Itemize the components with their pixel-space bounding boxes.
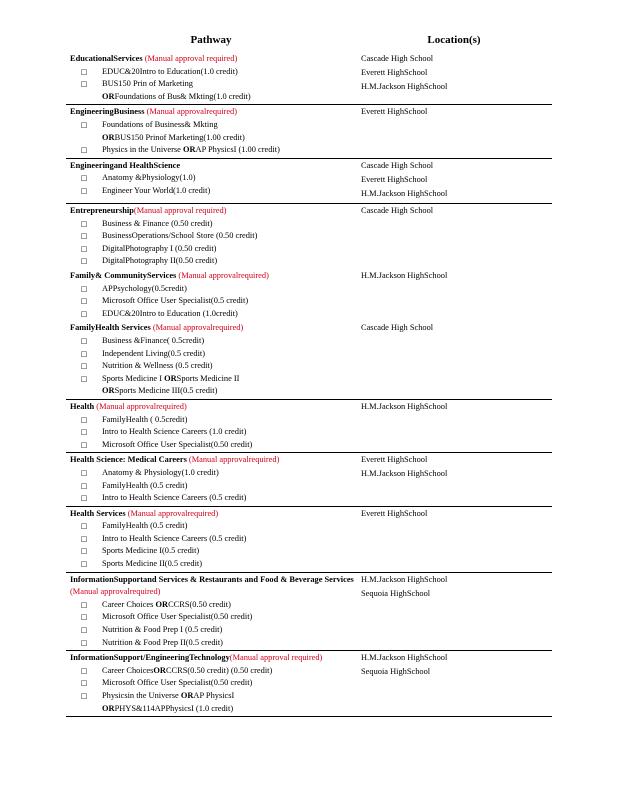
course-text	[102, 677, 361, 690]
pathway-name: Engineeringand HealthScience	[70, 160, 181, 170]
course-alternative: BUS150 Prinof Marketing(1.00 credit)	[114, 132, 245, 142]
course-item	[66, 172, 361, 185]
checkbox-icon: □	[80, 232, 88, 241]
pathway-section	[66, 204, 552, 269]
course-name: Career Choices	[102, 665, 154, 675]
or-keyword: OR	[102, 132, 115, 142]
pathway-title	[70, 106, 361, 119]
approval-note: (Manual approvalrequired)	[144, 107, 238, 117]
checkbox-icon: □	[80, 547, 88, 556]
location-cell	[361, 652, 552, 715]
course-item	[66, 665, 361, 678]
or-keyword: OR	[164, 373, 177, 383]
course-name: Anatomy & Physiology(1.0 credit)	[102, 467, 219, 477]
checkbox-icon: □	[80, 560, 88, 569]
pathway-section	[66, 321, 552, 400]
pathway-section	[66, 269, 552, 321]
pathway-name: InformationSupport/EngineeringTechnology	[70, 653, 230, 663]
checkbox-icon: □	[80, 362, 88, 371]
course-name: FamilyHealth (0.5 credit)	[102, 521, 188, 531]
course-name: Intro to Health Science Careers (0.5 credit)	[102, 493, 247, 503]
pathway-column-header: Pathway	[190, 34, 232, 46]
approval-note: (Manual approval required)	[142, 54, 238, 63]
course-name: EDUC&20Intro to Education (1.0credit)	[102, 308, 238, 318]
course-text	[102, 439, 361, 452]
course-text	[102, 558, 361, 571]
course-alternative: AP PhysicsI (1.00 credit)	[195, 145, 280, 155]
pathway-name: Health Services	[70, 508, 126, 518]
pathway-title	[70, 53, 361, 66]
course-text	[102, 533, 361, 546]
course-name: Physicsin the Universe	[102, 691, 181, 700]
location-cell	[361, 574, 552, 650]
approval-note: (Manual approvalrequired)	[94, 401, 187, 411]
location-cell	[361, 270, 552, 320]
checkbox-icon: □	[80, 174, 88, 183]
approval-note: (Manual approvalrequired)	[186, 455, 280, 465]
pathway-section	[66, 105, 552, 158]
pathway-cell	[66, 508, 361, 571]
checkbox-icon: □	[80, 244, 88, 253]
course-item	[66, 599, 361, 612]
course-item	[66, 677, 361, 690]
pathway-section	[66, 159, 552, 204]
course-name: Nutrition & Food Prep II(0.5 credit)	[102, 637, 223, 647]
course-item	[66, 637, 361, 650]
course-text	[102, 373, 361, 386]
course-item	[66, 335, 361, 348]
pathway-cell	[66, 322, 361, 398]
course-name: Sports Medicine I	[102, 373, 165, 383]
course-item	[66, 348, 361, 361]
pathway-cell	[66, 270, 361, 320]
table-header	[66, 34, 552, 52]
course-item	[66, 360, 361, 373]
course-item	[66, 545, 361, 558]
course-item	[66, 426, 361, 439]
pathway-section	[66, 52, 552, 105]
course-text	[102, 690, 361, 703]
approval-note: (Manual approvalrequired)	[125, 508, 219, 518]
course-item	[66, 185, 361, 198]
pathway-location-table	[66, 34, 552, 717]
checkbox-icon: □	[80, 186, 88, 195]
approval-note: (Manual approval required)	[133, 206, 227, 216]
course-text	[102, 66, 361, 79]
course-item	[66, 230, 361, 243]
course-text	[102, 218, 361, 231]
course-name: Physics in the Universe	[102, 145, 183, 155]
course-item	[66, 690, 361, 703]
course-text	[102, 119, 361, 132]
school-location: H.M.Jackson HighSchool	[361, 401, 448, 411]
course-name: EDUC&20Intro to Education(1.0 credit)	[102, 66, 238, 76]
school-location: H.M.Jackson HighSchool	[361, 82, 448, 92]
course-text	[102, 624, 361, 637]
school-location: H.M.Jackson HighSchool	[361, 469, 448, 479]
pathway-title	[70, 401, 361, 414]
course-name: Independent Living(0.5 credit)	[102, 348, 206, 358]
checkbox-icon: □	[80, 284, 88, 293]
checkbox-icon: □	[80, 613, 88, 622]
course-text	[102, 335, 361, 348]
course-text	[102, 295, 361, 308]
course-alternative-line	[66, 91, 361, 104]
checkbox-icon: □	[80, 600, 88, 609]
school-location: Everett HighSchool	[361, 174, 428, 184]
pathway-section	[66, 507, 552, 573]
course-item	[66, 533, 361, 546]
school-location: H.M.Jackson HighSchool	[361, 188, 448, 198]
pathway-title	[70, 322, 361, 335]
course-name: Engineer Your World(1.0 credit)	[102, 185, 211, 195]
course-name: Anatomy &Physiology(1.0)	[102, 173, 196, 183]
pathway-title	[70, 160, 361, 173]
course-alternative: Sports Medicine III(0.5 credit)	[114, 386, 218, 396]
course-alternative: Sports Medicine II	[176, 373, 240, 383]
course-name: BUS150 Prin of Marketing	[102, 79, 193, 89]
course-text	[102, 520, 361, 533]
course-text	[102, 414, 361, 427]
pathway-cell	[66, 53, 361, 103]
course-item	[66, 439, 361, 452]
or-keyword: OR	[182, 145, 196, 155]
pathway-title	[70, 508, 361, 521]
course-item	[66, 467, 361, 480]
course-item	[66, 119, 361, 132]
course-name: FamilyHealth (0.5 credit)	[102, 480, 188, 490]
location-cell	[361, 53, 552, 103]
course-text	[102, 255, 361, 268]
course-name: FamilyHealth ( 0.5credit)	[102, 414, 188, 424]
course-item	[66, 255, 361, 268]
school-location: Everett HighSchool	[361, 508, 428, 518]
pathway-name: InformationSupportand Services & Restaurants and Food & Beverage Services	[70, 574, 354, 584]
checkbox-icon: □	[80, 297, 88, 306]
location-cell	[361, 454, 552, 504]
course-text	[102, 360, 361, 373]
course-name: Sports Medicine II(0.5 credit)	[102, 559, 203, 569]
checkbox-icon: □	[80, 481, 88, 490]
course-item	[66, 624, 361, 637]
checkbox-icon: □	[80, 534, 88, 543]
course-text	[102, 611, 361, 624]
course-name: Microsoft Office User Specialist(0.50 credit)	[102, 439, 253, 449]
or-keyword: OR	[102, 91, 115, 101]
pathway-section	[66, 573, 552, 652]
course-name: Sports Medicine I(0.5 credit)	[102, 546, 200, 556]
pathway-name: EducationalServices	[70, 54, 143, 63]
checkbox-icon: □	[80, 626, 88, 635]
course-name: Business &Finance( 0.5credit)	[102, 335, 205, 345]
checkbox-icon: □	[80, 666, 88, 675]
course-alternative: PHYS&114APPhysicsI (1.0 credit)	[114, 703, 234, 713]
course-text	[102, 599, 361, 612]
school-location: Sequoia HighSchool	[361, 588, 431, 598]
school-location: Everett HighSchool	[361, 107, 428, 117]
course-item	[66, 144, 361, 157]
course-text	[102, 492, 361, 505]
checkbox-icon: □	[80, 692, 88, 700]
course-text	[102, 308, 361, 321]
school-location: Cascade High School	[361, 206, 434, 216]
approval-note: (Manual approvalrequired)	[176, 271, 269, 280]
approval-note: (Manual approval required)	[229, 653, 323, 663]
pathway-cell	[66, 454, 361, 504]
course-text	[102, 665, 361, 678]
course-text	[102, 243, 361, 256]
pathway-section	[66, 453, 552, 506]
course-text	[102, 467, 361, 480]
course-name: APPsychology(0.5credit)	[102, 283, 187, 293]
course-alternative: AP PhysicsI	[193, 691, 235, 700]
checkbox-icon: □	[80, 494, 88, 503]
checkbox-icon: □	[80, 67, 88, 76]
checkbox-icon: □	[80, 374, 88, 383]
course-name: Intro to Health Science Careers (0.5 credit)	[102, 533, 247, 543]
pathway-cell	[66, 574, 361, 650]
school-location: Cascade High School	[361, 54, 434, 63]
school-location: H.M.Jackson HighSchool	[361, 271, 448, 280]
checkbox-icon: □	[80, 349, 88, 358]
pathway-cell	[66, 205, 361, 268]
school-location: Everett HighSchool	[361, 68, 428, 78]
course-name: Business & Finance (0.50 credit)	[102, 218, 213, 228]
pathway-name: Family& CommunityServices	[70, 271, 177, 280]
course-item	[66, 480, 361, 493]
checkbox-icon: □	[80, 219, 88, 228]
school-location: Sequoia HighSchool	[361, 667, 431, 677]
course-name: Microsoft Office User Specialist(0.50 credit)	[102, 612, 253, 622]
course-alternative: Foundations of Bus& Mkting(1.0 credit)	[114, 91, 251, 101]
location-cell	[361, 401, 552, 451]
course-name: Intro to Health Science Careers (1.0 credit)	[102, 427, 247, 437]
course-name: Nutrition & Food Prep I (0.5 credit)	[102, 625, 223, 635]
or-keyword: OR	[102, 386, 115, 396]
checkbox-icon: □	[80, 679, 88, 688]
school-location: H.M.Jackson HighSchool	[361, 653, 448, 663]
course-alternative-line	[66, 132, 361, 145]
pathway-cell	[66, 160, 361, 202]
pathway-cell	[66, 106, 361, 156]
pathway-name: EngineeringBusiness	[70, 107, 145, 117]
checkbox-icon: □	[80, 309, 88, 318]
course-alternative-line	[66, 385, 361, 398]
pathway-cell	[66, 401, 361, 451]
course-name: DigitalPhotography II(0.50 credit)	[102, 256, 218, 266]
course-item	[66, 283, 361, 296]
checkbox-icon: □	[80, 146, 88, 155]
course-item	[66, 308, 361, 321]
course-item	[66, 78, 361, 91]
checkbox-icon: □	[80, 440, 88, 449]
pathway-title	[70, 574, 361, 599]
pathway-title	[70, 270, 361, 283]
course-name: Nutrition & Wellness (0.5 credit)	[102, 361, 213, 371]
pathway-sections	[66, 52, 552, 717]
course-name: Career Choices	[102, 599, 156, 609]
pathway-section	[66, 651, 552, 717]
course-name: Microsoft Office User Specialist(0.5 credit)	[102, 296, 249, 306]
approval-note: (Manual approvalrequired)	[70, 587, 161, 597]
checkbox-icon: □	[80, 415, 88, 424]
course-text	[102, 78, 361, 91]
course-text	[102, 283, 361, 296]
course-item	[66, 243, 361, 256]
pathway-title	[70, 454, 361, 467]
approval-note: (Manual approvalrequired)	[150, 323, 244, 333]
course-item	[66, 414, 361, 427]
course-item	[66, 295, 361, 308]
pathway-title	[70, 205, 361, 218]
checkbox-icon: □	[80, 120, 88, 129]
location-cell	[361, 508, 552, 571]
course-text	[102, 426, 361, 439]
course-item	[66, 558, 361, 571]
pathway-title	[70, 652, 361, 665]
checkbox-icon: □	[80, 522, 88, 531]
course-alternative: CCRS(0.50 credit) (0.50 credit)	[165, 665, 273, 675]
school-location: Cascade High School	[361, 323, 434, 333]
checkbox-icon: □	[80, 336, 88, 345]
course-text	[102, 144, 361, 157]
location-cell	[361, 205, 552, 268]
pathway-name: Health Science: Medical Careers	[70, 455, 187, 465]
or-keyword: OR	[153, 665, 166, 675]
checkbox-icon: □	[80, 428, 88, 437]
pathway-name: Entrepreneurship	[70, 206, 134, 216]
course-text	[102, 637, 361, 650]
course-item	[66, 373, 361, 386]
checkbox-icon: □	[80, 80, 88, 89]
course-alternative: CCRS(0.50 credit)	[168, 599, 231, 609]
course-name: DigitalPhotography I (0.50 credit)	[102, 243, 217, 253]
school-location: Cascade High School	[361, 160, 434, 170]
checkbox-icon: □	[80, 638, 88, 647]
pathway-cell	[66, 652, 361, 715]
checkbox-icon: □	[80, 257, 88, 266]
location-column-header: Location(s)	[427, 34, 481, 46]
course-name: BusinessOperations/School Store (0.50 credit)	[102, 231, 258, 241]
course-text	[102, 230, 361, 243]
location-cell	[361, 160, 552, 202]
course-item	[66, 520, 361, 533]
course-item	[66, 66, 361, 79]
course-text	[102, 480, 361, 493]
checkbox-icon: □	[80, 468, 88, 477]
course-text	[102, 545, 361, 558]
course-name: Microsoft Office User Specialist(0.50 credit)	[102, 678, 253, 688]
or-keyword: OR	[102, 703, 115, 713]
course-text	[102, 348, 361, 361]
course-text	[102, 185, 361, 198]
school-location: H.M.Jackson HighSchool	[361, 574, 448, 584]
or-keyword: OR	[180, 691, 194, 700]
course-name: Foundations of Business& Mkting	[102, 119, 218, 129]
or-keyword: OR	[155, 599, 169, 609]
course-text	[102, 172, 361, 185]
course-alternative-line	[66, 703, 361, 716]
course-item	[66, 611, 361, 624]
location-cell	[361, 322, 552, 398]
school-location: Everett HighSchool	[361, 455, 428, 465]
pathway-name: Health	[70, 401, 95, 411]
course-item	[66, 218, 361, 231]
pathway-name: FamilyHealth Services	[70, 323, 151, 333]
location-cell	[361, 106, 552, 156]
pathway-section	[66, 400, 552, 453]
course-item	[66, 492, 361, 505]
